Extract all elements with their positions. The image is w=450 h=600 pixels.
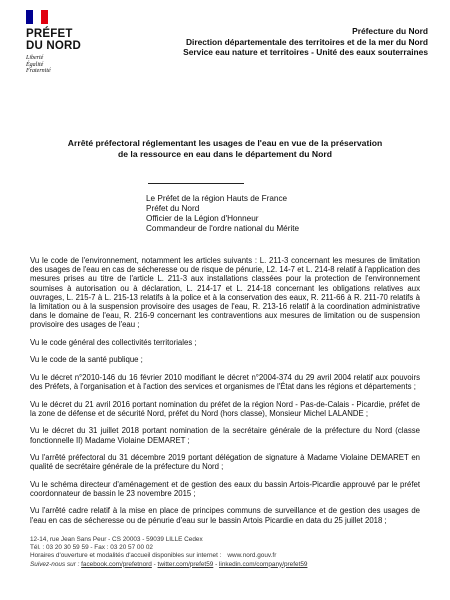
visa-paragraph: Vu l'arrêté préfectoral du 31 décembre 2019 portant délégation de signature à Madame Violaine DEMARET en qualité de secrétaire générale de la préfecture du Nord ; bbox=[30, 453, 420, 472]
separator-rule bbox=[148, 183, 244, 184]
motto-fraternite: Fraternité bbox=[26, 68, 51, 74]
logo-motto bbox=[26, 55, 96, 75]
logo-name bbox=[26, 28, 96, 52]
website-link[interactable]: www.nord.gouv.fr bbox=[227, 552, 277, 560]
header-prefecture: Préfecture du Nord bbox=[352, 26, 428, 36]
visa-paragraph: Vu le code de l'environnement, notamment les articles suivants : L. 211-3 concernant les mesures de limitation des usages de l'eau en cas de sécheresse ou de risque de pénurie, L2. 14-7 et L. 214-8 relatif à l'application des mesures prises au titre de l'article L. 211-3 aux installations classées pour la protection de l'environnement soumises à autorisation ou à déclaration, L. 214-17 et L. 214-18 concernant les obligations relatives aux ouvrages, L. 215-7 à L. 215-13 relatifs à la police et à la conservation des eaux, R. 211-66 à R. 211-70 relatifs à la limitation ou à la suspension provisoire des usages de l'eau, R. 213-16 relatif à la coordination administrative dans le domaine de l'eau, R. 216-9 concernant les contraventions aux mesures de limitation ou de suspension provisoire des usages de l'eau ; bbox=[30, 256, 420, 330]
flag-white-stripe bbox=[33, 10, 40, 24]
visa-paragraph: Vu le schéma directeur d'aménagement et de gestion des eaux du bassin Artois-Picardie approuvé par le préfet coordonnateur de bassin le 23 novembre 2015 ; bbox=[30, 479, 420, 498]
linkedin-link[interactable]: linkedin.com/company/prefet59 bbox=[219, 560, 308, 568]
title-line2: de la ressource en eau dans le département du Nord bbox=[118, 149, 332, 159]
visa-list bbox=[30, 256, 420, 533]
prefet-line3: Officier de la Légion d'Honneur bbox=[146, 214, 259, 223]
motto-liberte: Liberté bbox=[26, 55, 44, 61]
header-direction: Direction départementale des territoires et de la mer du Nord bbox=[185, 36, 428, 47]
prefet-line2: Préfet du Nord bbox=[146, 204, 200, 213]
visa-paragraph: Vu le code de la santé publique ; bbox=[30, 355, 143, 365]
logo-name-line2: DU NORD bbox=[26, 40, 82, 52]
title-line1: Arrêté préfectoral réglementant les usages de l'eau en vue de la préservation bbox=[67, 138, 383, 148]
motto-egalite: Égalité bbox=[26, 61, 44, 68]
flag-red-stripe bbox=[41, 10, 48, 24]
prefet-block bbox=[146, 194, 299, 234]
logo-name-line1: PRÉFET bbox=[26, 28, 73, 40]
footer-phone: Tél. : 03 20 30 59 59 - Fax : 03 20 57 00 02 bbox=[30, 544, 153, 552]
visa-paragraph: Vu l'arrêté cadre relatif à la mise en place de principes communs de surveillance et de gestion des usages de l'eau en cas de sécheresse ou de pénurie d'eau sur le bassin Artois Picardie en data du 25 juillet 2018 ; bbox=[30, 506, 420, 525]
footer-hours-row bbox=[30, 552, 430, 560]
prefet-line1: Le Préfet de la région Hauts de France bbox=[146, 194, 288, 203]
footer-follow-label: Suivez-nous sur : bbox=[30, 560, 80, 568]
facebook-link[interactable]: facebook.com/prefetnord bbox=[81, 560, 152, 568]
twitter-link[interactable]: twitter.com/prefet59 bbox=[157, 560, 214, 568]
footer-hours: Horaires d'ouverture et modalités d'accueil disponibles sur internet : bbox=[30, 552, 222, 560]
visa-paragraph: Vu le décret du 31 juillet 2018 portant nomination de la secrétaire générale de la préfecture du Nord (classe fonctionnelle II) Madame Violaine DEMARET ; bbox=[30, 426, 420, 445]
page-footer bbox=[30, 536, 430, 569]
visa-paragraph: Vu le décret du 21 avril 2016 portant nomination du préfet de la région Nord - Pas-de-Calais - Picardie, préfet de la zone de défense et de sécurité Nord, préfet du Nord (hors classe), Monsieur Michel LALANDE ; bbox=[30, 399, 420, 418]
footer-social-row: Suivez-nous sur : facebook.com/prefetnord - twitter.com/prefet59 - linkedin.com/company/prefet59 bbox=[30, 560, 308, 568]
marianne-flag-icon bbox=[26, 10, 48, 24]
header-service: Service eau nature et territoires - Unité des eaux souterraines bbox=[183, 47, 428, 57]
issuer-header bbox=[98, 26, 428, 58]
flag-blue-stripe bbox=[26, 10, 33, 24]
prefet-line4: Commandeur de l'ordre national du Mérite bbox=[146, 224, 300, 233]
visa-paragraph: Vu le code général des collectivités territoriales ; bbox=[30, 337, 197, 347]
footer-address: 12-14, rue Jean Sans Peur - CS 20003 - 59039 LILLE Cedex bbox=[30, 536, 203, 543]
visa-paragraph: Vu le décret n°2010-146 du 16 février 2010 modifiant le décret n°2004-374 du 29 avril 2004 relatif aux pouvoirs des Préfets, à l'organisation et à l'action des services et organismes de l'État dans les régions et départements ; bbox=[30, 372, 420, 392]
logo-block bbox=[26, 10, 96, 75]
document-title bbox=[45, 138, 405, 160]
